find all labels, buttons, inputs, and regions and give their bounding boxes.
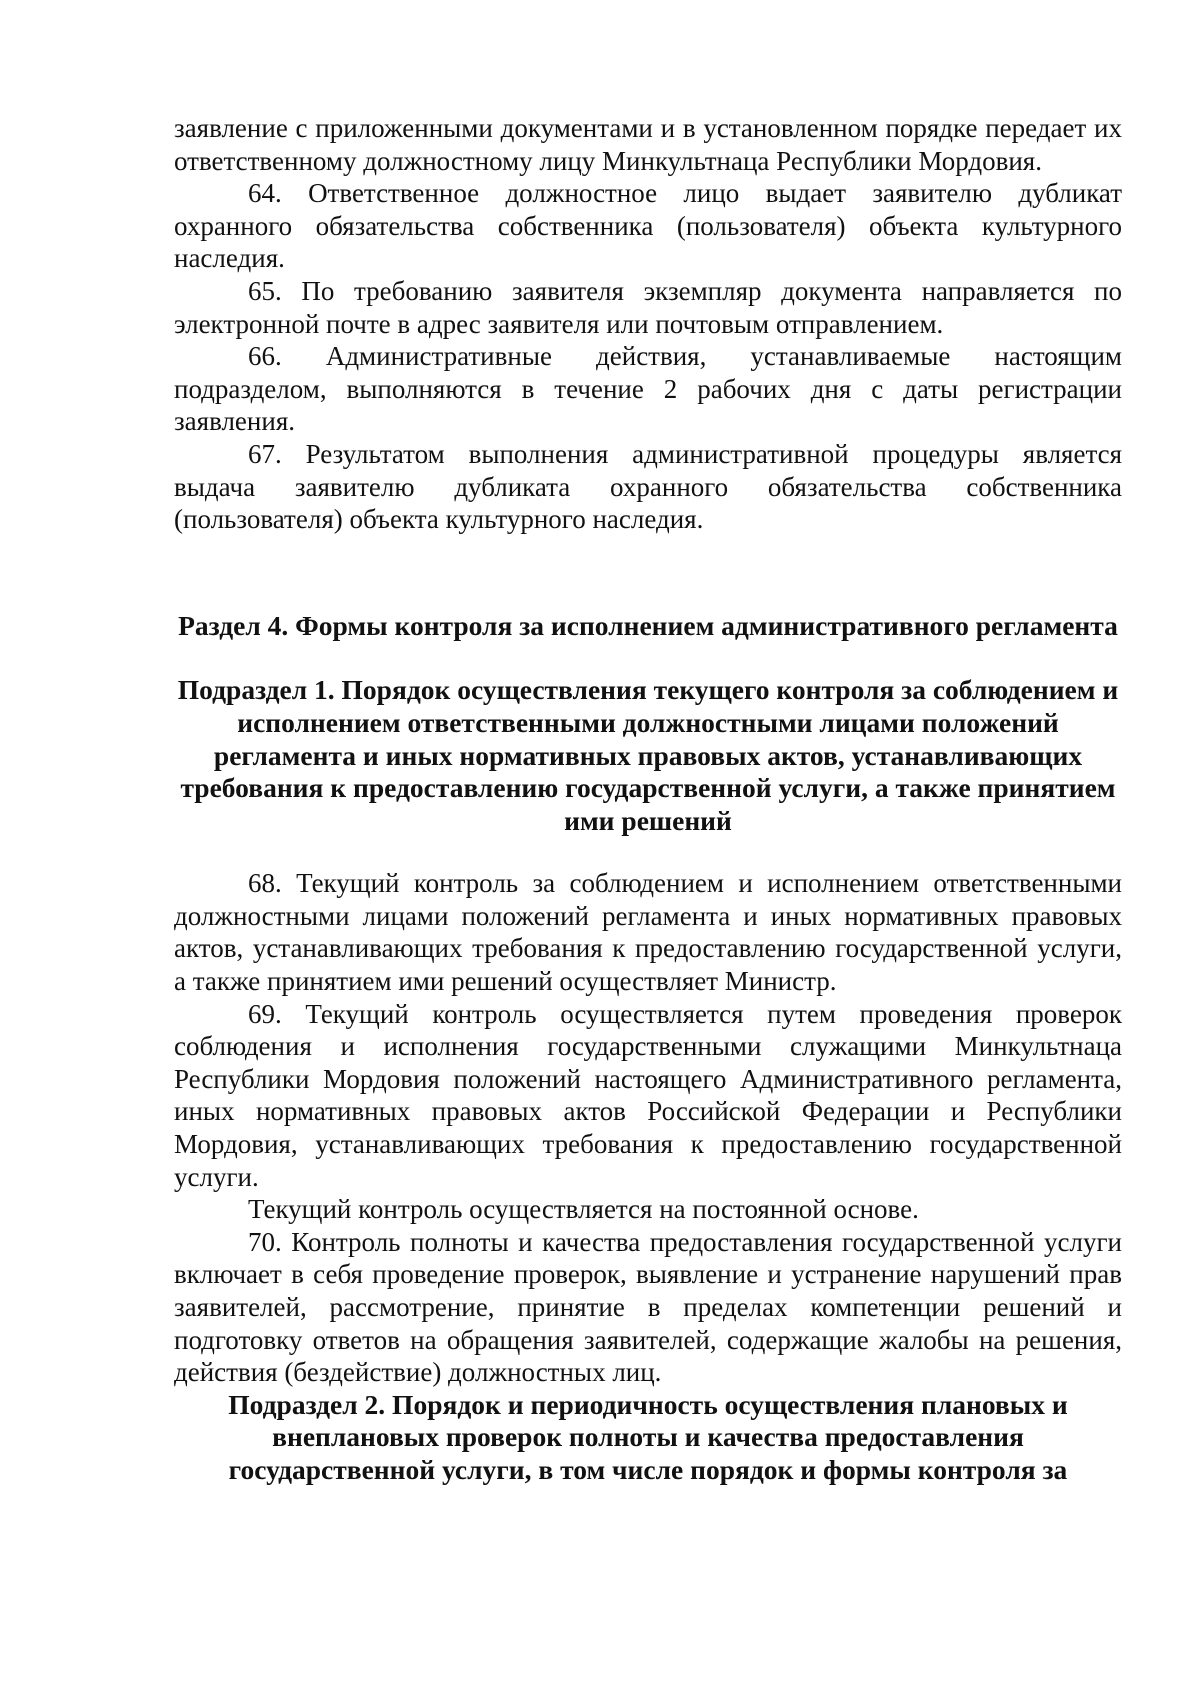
paragraph-68: 68. Текущий контроль за соблюдением и исполнением ответственными должностными лицами положений регламента и иных нормативных правовых актов, устанавливающих требования к предоставлению государственной услуги, а также принятием ими решений осуществляет Министр.: [174, 868, 1122, 997]
paragraph-continuation: заявление с приложенными документами и в установленном порядке передает их ответственному должностному лицу Минкультнаца Республики Мордовия.: [174, 113, 1122, 176]
paragraph-65: 65. По требованию заявителя экземпляр документа направляется по электронной почте в адрес заявителя или почтовым отправлением.: [174, 275, 1122, 339]
subsection-1-title: Подраздел 1. Порядок осуществления текущего контроля за соблюдением и исполнением ответственными должностными лицами положений регламента и иных нормативных правовых актов, устанавливающих требования к предоставлению государственной услуги, а также принятием ими решений: [177, 674, 1119, 836]
paragraph-67: 67. Результатом выполнения административной процедуры является выдача заявителю дубликата охранного обязательства собственника (пользователя) объекта культурного наследия.: [174, 438, 1122, 535]
paragraph-64: 64. Ответственное должностное лицо выдает заявителю дубликат охранного обязательства собственника (пользователя) объекта культурного наследия.: [174, 178, 1122, 274]
paragraph-69-continuation: Текущий контроль осуществляется на постоянной основе.: [248, 1194, 919, 1225]
paragraph-66: 66. Административные действия, устанавливаемые настоящим подразделом, выполняются в течение 2 рабочих дня с даты регистрации заявления.: [174, 341, 1122, 437]
subsection-2-title: Подраздел 2. Порядок и периодичность осуществления плановых и внеплановых проверок полноты и качества предоставления государственной услуги, в том числе порядок и формы контроля за: [228, 1388, 1068, 1485]
paragraph-70: 70. Контроль полноты и качества предоставления государственной услуги включает в себя проведение проверок, выявление и устранение нарушений прав заявителей, рассмотрение, принятие в пределах компетенции решений и подготовку ответов на обращения заявителей, содержащие жалобы на решения, действия (бездействие) должностных лиц.: [174, 1226, 1122, 1388]
document-page: [174, 112, 1122, 1487]
section-4-title: Раздел 4. Формы контроля за исполнением административного регламента: [178, 609, 1118, 641]
paragraph-69: 69. Текущий контроль осуществляется путем проведения проверок соблюдения и исполнения государственными служащими Минкультнаца Республики Мордовия положений настоящего Административного регламента, иных нормативных правовых актов Российской Федерации и Республики Мордовия, устанавливающих требования к предоставлению государственной услуги.: [174, 998, 1122, 1192]
